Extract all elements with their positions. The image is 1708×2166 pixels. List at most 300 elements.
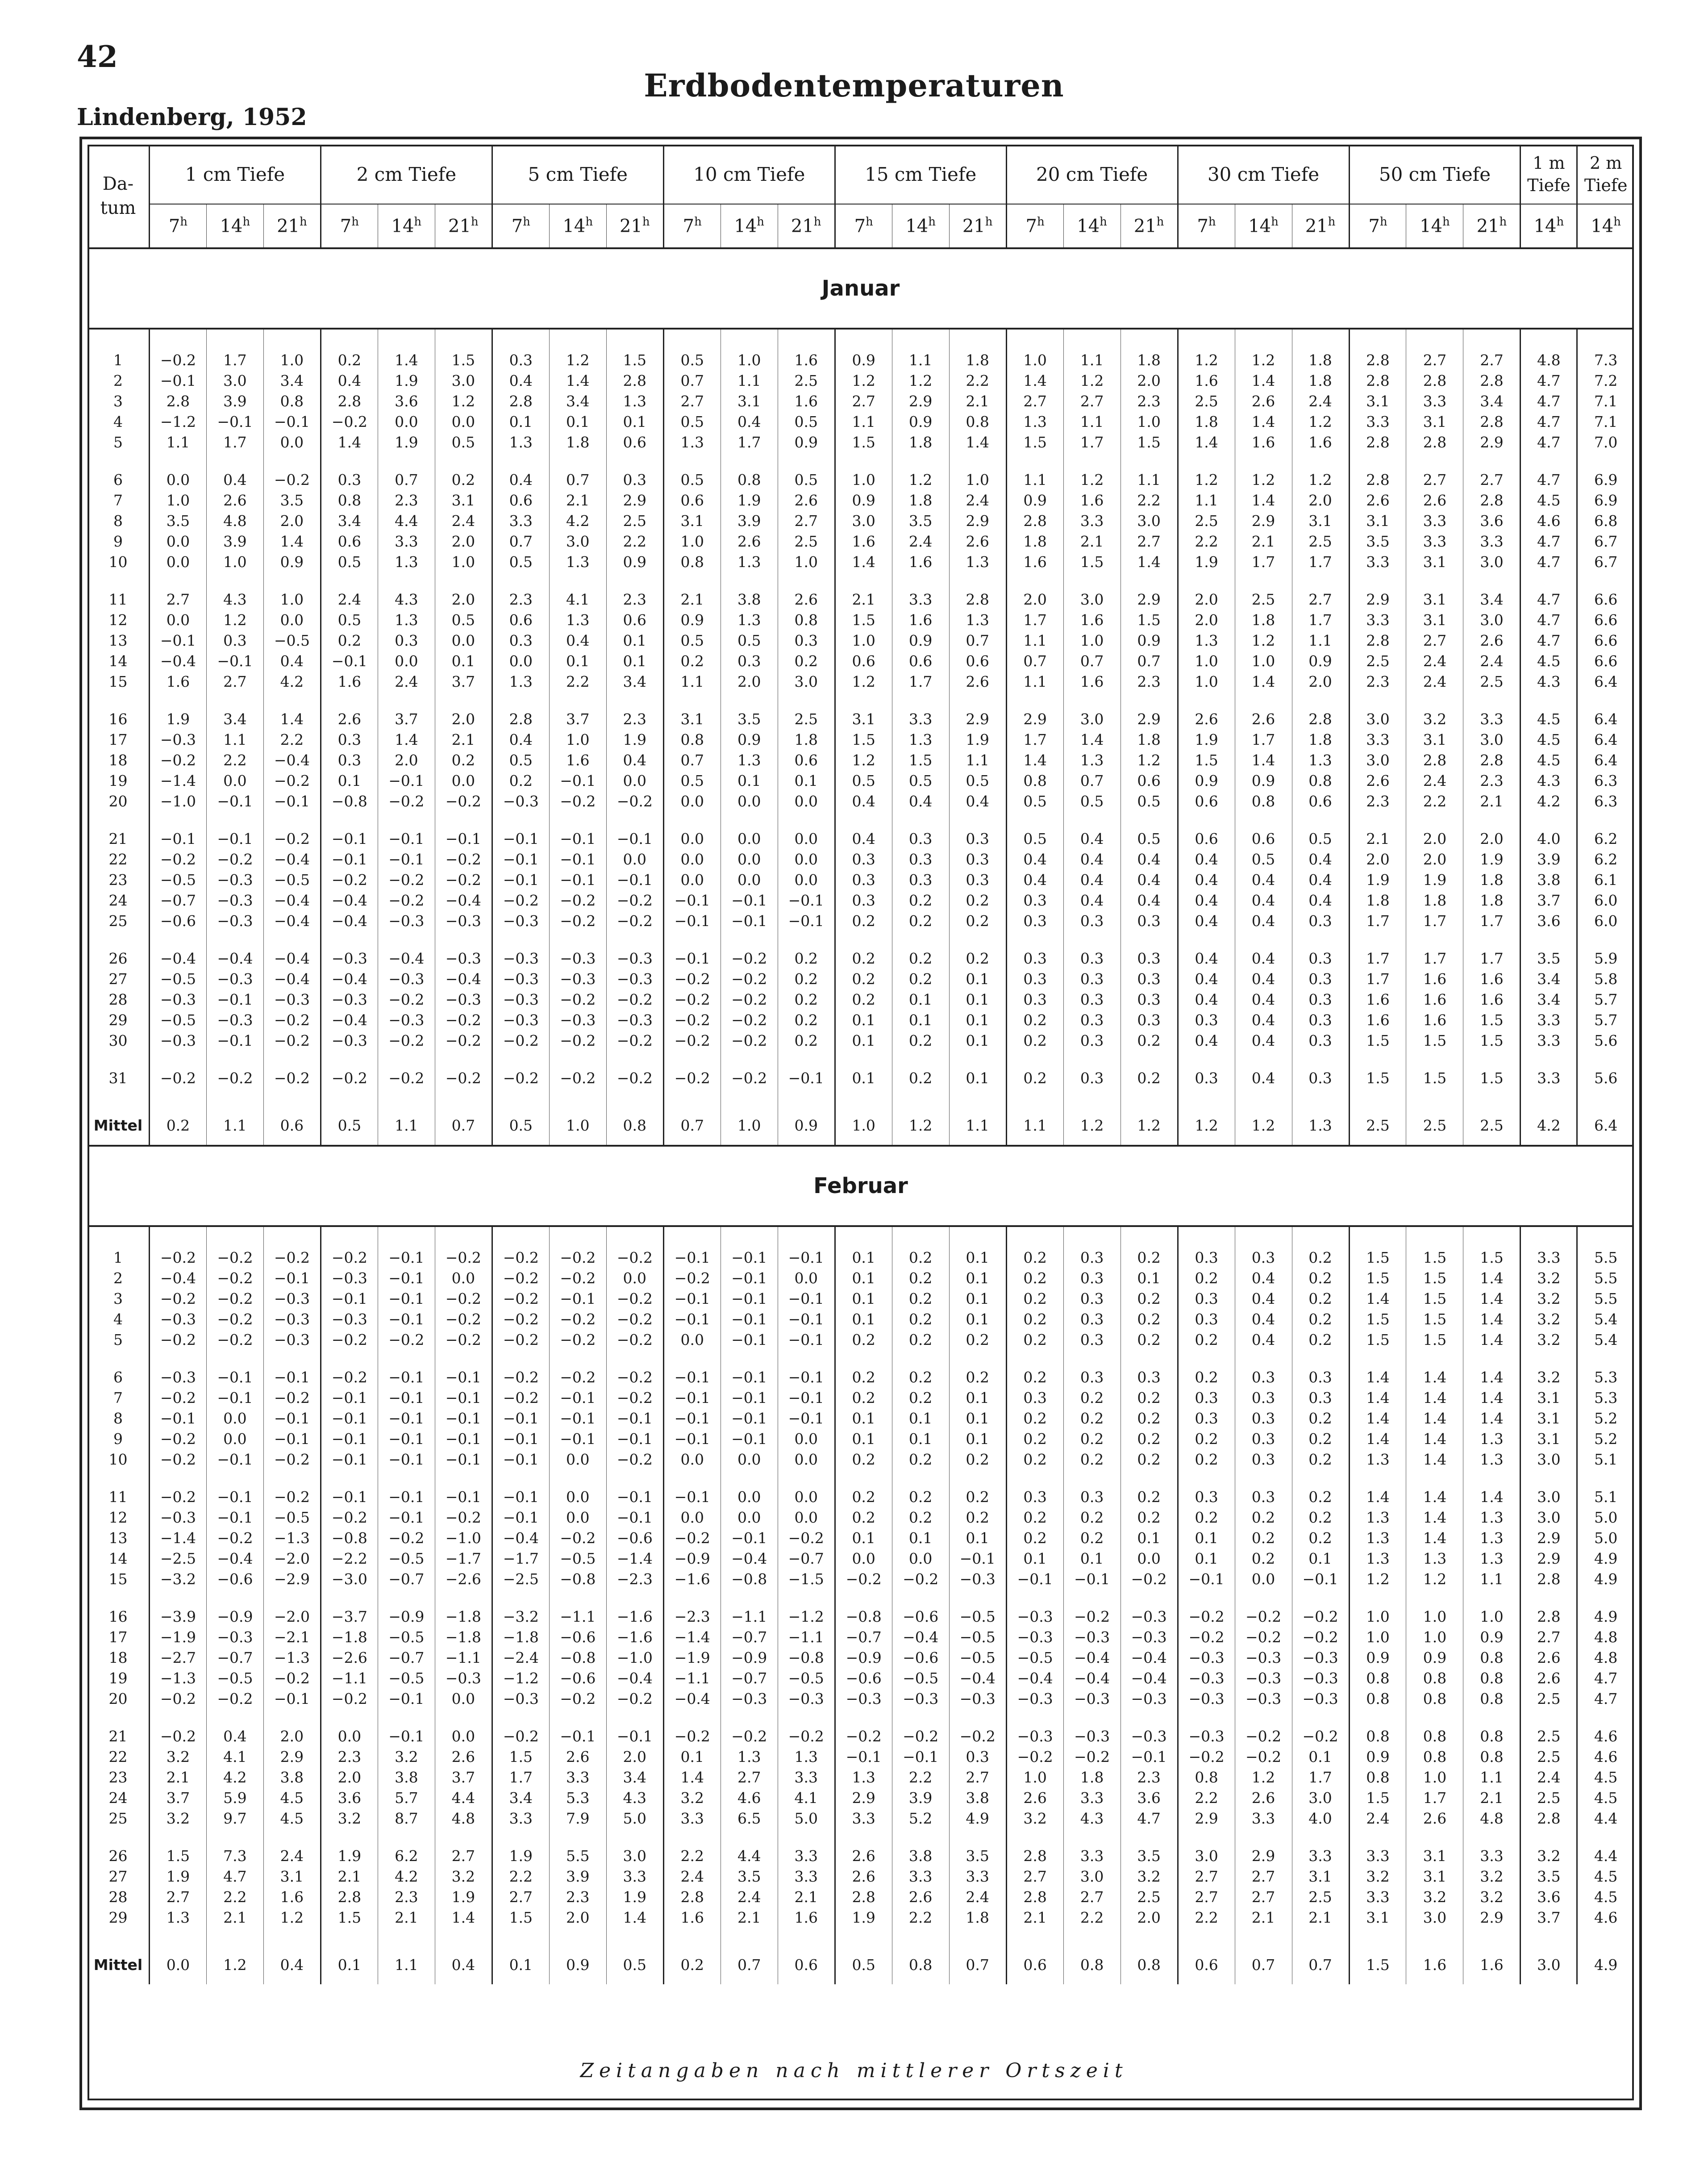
value-cell: −0.1 bbox=[606, 1726, 663, 1747]
value-cell: −0.1 bbox=[321, 849, 378, 870]
value-cell: 0.3 bbox=[892, 870, 949, 890]
gap-cell bbox=[1577, 692, 1634, 709]
value-cell: 3.3 bbox=[663, 1808, 721, 1829]
value-cell: 2.2 bbox=[1178, 1907, 1235, 1928]
value-cell: 1.7 bbox=[1235, 730, 1292, 750]
value-cell: 0.4 bbox=[1178, 948, 1235, 969]
value-cell: 4.7 bbox=[1577, 1668, 1634, 1689]
value-cell: 0.2 bbox=[1292, 1487, 1349, 1507]
spacer-cell bbox=[149, 1226, 206, 1248]
value-cell: −0.1 bbox=[435, 1487, 492, 1507]
value-cell: 1.4 bbox=[1463, 1268, 1521, 1289]
value-cell: −0.2 bbox=[1178, 1627, 1235, 1648]
mittel-value: 1.6 bbox=[1406, 1945, 1463, 1984]
value-cell: −0.1 bbox=[549, 1388, 606, 1408]
value-cell: −0.2 bbox=[1292, 1607, 1349, 1627]
value-cell: −0.1 bbox=[263, 412, 321, 432]
gap-cell bbox=[321, 1470, 378, 1487]
gap-cell bbox=[1521, 1709, 1577, 1726]
value-cell: 0.4 bbox=[492, 371, 549, 391]
value-cell: 0.3 bbox=[1121, 969, 1178, 989]
day-cell: 1 bbox=[113, 1249, 123, 1266]
gap-cell bbox=[949, 1829, 1006, 1846]
value-cell: −0.3 bbox=[435, 948, 492, 969]
mittel-value: 0.8 bbox=[1063, 1945, 1121, 1984]
gap-cell bbox=[721, 692, 778, 709]
value-cell: 0.3 bbox=[606, 470, 663, 490]
value-cell: −0.1 bbox=[778, 1330, 835, 1350]
gap-cell bbox=[663, 572, 721, 589]
value-cell: 0.2 bbox=[1292, 1289, 1349, 1309]
gap-cell bbox=[1577, 1089, 1634, 1106]
mittel-row bbox=[87, 1106, 1634, 1146]
value-cell: −0.4 bbox=[149, 651, 206, 672]
value-cell: 3.3 bbox=[949, 1866, 1006, 1887]
value-cell: 0.3 bbox=[1178, 1289, 1235, 1309]
value-cell: 0.3 bbox=[1235, 1487, 1292, 1507]
value-cell: −1.0 bbox=[435, 1528, 492, 1548]
value-cell: −0.1 bbox=[663, 911, 721, 931]
value-cell: 1.0 bbox=[1178, 672, 1235, 692]
value-cell: 1.4 bbox=[1406, 1507, 1463, 1528]
header-hour: 14$^h$ bbox=[206, 204, 263, 248]
gap-cell bbox=[1121, 1051, 1178, 1068]
value-cell: 0.2 bbox=[1178, 1367, 1235, 1388]
value-cell: 0.2 bbox=[1292, 1507, 1349, 1528]
value-cell: −0.2 bbox=[206, 1248, 263, 1268]
gap-cell bbox=[721, 1590, 778, 1607]
value-cell: 3.1 bbox=[1349, 1907, 1406, 1928]
value-cell: 3.1 bbox=[1292, 1866, 1349, 1887]
value-cell: 0.6 bbox=[321, 531, 378, 552]
value-cell: 2.0 bbox=[1121, 371, 1178, 391]
value-cell: 0.3 bbox=[1235, 1429, 1292, 1449]
value-cell: 2.1 bbox=[1063, 531, 1121, 552]
value-cell: 1.3 bbox=[1349, 1548, 1406, 1569]
gap-cell bbox=[206, 1928, 263, 1945]
value-cell: −0.1 bbox=[378, 1487, 435, 1507]
value-cell: −0.1 bbox=[378, 1408, 435, 1429]
value-cell: 0.1 bbox=[892, 1528, 949, 1548]
value-cell: −2.7 bbox=[149, 1648, 206, 1668]
value-cell: −0.3 bbox=[321, 1309, 378, 1330]
value-cell: 4.6 bbox=[1577, 1907, 1634, 1928]
value-cell: −0.2 bbox=[435, 1507, 492, 1528]
value-cell: 0.0 bbox=[378, 651, 435, 672]
spacer-row bbox=[87, 329, 1634, 350]
value-cell: 4.4 bbox=[1577, 1846, 1634, 1866]
day-cell: 28 bbox=[108, 1888, 128, 1906]
value-cell: 3.4 bbox=[1521, 969, 1577, 989]
gap-cell bbox=[435, 453, 492, 470]
value-cell: 1.9 bbox=[149, 1866, 206, 1887]
value-cell: −0.3 bbox=[206, 870, 263, 890]
value-cell: 0.0 bbox=[721, 1449, 778, 1470]
gap-cell bbox=[835, 1051, 892, 1068]
value-cell: −0.2 bbox=[206, 1330, 263, 1350]
value-cell: 0.2 bbox=[949, 1507, 1006, 1528]
value-cell: −0.1 bbox=[492, 849, 549, 870]
day-cell: 19 bbox=[108, 1669, 128, 1687]
header-hour: 21$^h$ bbox=[1121, 204, 1178, 248]
value-cell: 6.1 bbox=[1577, 870, 1634, 890]
value-cell: 1.6 bbox=[549, 750, 606, 771]
value-cell: 3.3 bbox=[1349, 1846, 1406, 1866]
gap-cell bbox=[435, 1928, 492, 1945]
value-cell: 0.2 bbox=[1121, 1309, 1178, 1330]
value-cell: 2.5 bbox=[1521, 1747, 1577, 1767]
value-cell: −0.1 bbox=[549, 1408, 606, 1429]
value-cell: 3.1 bbox=[1406, 1846, 1463, 1866]
value-cell: 0.1 bbox=[949, 969, 1006, 989]
value-cell: 0.6 bbox=[835, 651, 892, 672]
value-cell: 3.4 bbox=[206, 709, 263, 730]
mittel-value: 0.4 bbox=[435, 1945, 492, 1984]
gap-cell bbox=[835, 692, 892, 709]
value-cell: −0.2 bbox=[435, 1330, 492, 1350]
value-cell: 0.1 bbox=[663, 1747, 721, 1767]
gap-cell bbox=[835, 1590, 892, 1607]
value-cell: 0.2 bbox=[1121, 1408, 1178, 1429]
value-cell: 0.2 bbox=[778, 1010, 835, 1031]
value-cell: −0.2 bbox=[721, 1031, 778, 1051]
value-cell: 3.2 bbox=[1521, 1289, 1577, 1309]
value-cell: 2.2 bbox=[206, 1887, 263, 1907]
gap-cell bbox=[1463, 572, 1521, 589]
value-cell: 3.3 bbox=[1463, 1846, 1521, 1866]
mittel-value: 1.1 bbox=[378, 1945, 435, 1984]
value-cell: 1.7 bbox=[1292, 1767, 1349, 1788]
value-cell: 4.6 bbox=[721, 1788, 778, 1808]
value-cell: 0.5 bbox=[778, 412, 835, 432]
gap-cell bbox=[1349, 1709, 1406, 1726]
value-cell: 0.3 bbox=[835, 870, 892, 890]
day-cell: 25 bbox=[108, 912, 128, 930]
value-cell: 4.6 bbox=[1521, 511, 1577, 531]
value-cell: 3.1 bbox=[1406, 610, 1463, 630]
gap-cell bbox=[1121, 812, 1178, 829]
value-cell: 0.3 bbox=[1178, 1248, 1235, 1268]
value-cell: 4.3 bbox=[206, 589, 263, 610]
spacer-cell bbox=[87, 329, 149, 350]
value-cell: 4.2 bbox=[1521, 791, 1577, 812]
day-cell: 9 bbox=[113, 533, 123, 550]
value-cell: 0.6 bbox=[492, 610, 549, 630]
gap-cell bbox=[1121, 931, 1178, 948]
value-cell: 1.5 bbox=[835, 730, 892, 750]
value-cell: −0.3 bbox=[492, 791, 549, 812]
value-cell: 0.2 bbox=[1178, 1330, 1235, 1350]
value-cell: 2.7 bbox=[492, 1887, 549, 1907]
value-cell: 4.5 bbox=[1521, 709, 1577, 730]
value-cell: −0.9 bbox=[206, 1607, 263, 1627]
value-cell: 0.0 bbox=[606, 771, 663, 791]
value-cell: −0.2 bbox=[149, 1330, 206, 1350]
gap-cell bbox=[1463, 1350, 1521, 1367]
value-cell: 2.4 bbox=[321, 589, 378, 610]
value-cell: 3.1 bbox=[1406, 1866, 1463, 1887]
value-cell: 0.3 bbox=[1235, 1388, 1292, 1408]
value-cell: 3.0 bbox=[1063, 589, 1121, 610]
value-cell: −0.3 bbox=[206, 1010, 263, 1031]
gap-cell bbox=[492, 1928, 549, 1945]
value-cell: 1.4 bbox=[1121, 552, 1178, 572]
spacer-cell bbox=[949, 329, 1006, 350]
value-cell: 2.1 bbox=[1349, 829, 1406, 849]
value-cell: 1.2 bbox=[206, 610, 263, 630]
value-cell: −1.2 bbox=[149, 412, 206, 432]
value-cell: 0.1 bbox=[949, 1388, 1006, 1408]
table-row bbox=[87, 1866, 1634, 1887]
gap-cell bbox=[206, 572, 263, 589]
value-cell: −0.1 bbox=[378, 771, 435, 791]
value-cell: −1.8 bbox=[435, 1627, 492, 1648]
value-cell: −0.2 bbox=[1121, 1569, 1178, 1590]
value-cell: 3.2 bbox=[1521, 1309, 1577, 1330]
value-cell: 1.8 bbox=[949, 1907, 1006, 1928]
value-cell: 2.5 bbox=[606, 511, 663, 531]
value-cell: 2.1 bbox=[1235, 531, 1292, 552]
value-cell: 2.8 bbox=[1406, 371, 1463, 391]
value-cell: −0.3 bbox=[1178, 1689, 1235, 1709]
value-cell: 0.5 bbox=[1235, 849, 1292, 870]
value-cell: −0.4 bbox=[263, 750, 321, 771]
value-cell: 0.2 bbox=[949, 1449, 1006, 1470]
gap-cell bbox=[606, 1590, 663, 1607]
gap-cell bbox=[778, 931, 835, 948]
gap-cell bbox=[492, 692, 549, 709]
value-cell: −0.3 bbox=[492, 911, 549, 931]
value-cell: 2.6 bbox=[1521, 1648, 1577, 1668]
value-cell: 5.0 bbox=[778, 1808, 835, 1829]
value-cell: 0.5 bbox=[1121, 791, 1178, 812]
value-cell: −1.1 bbox=[321, 1668, 378, 1689]
value-cell: 2.7 bbox=[1292, 589, 1349, 610]
header-hour: 21$^h$ bbox=[1463, 204, 1521, 248]
value-cell: −0.3 bbox=[378, 1010, 435, 1031]
value-cell: 2.6 bbox=[892, 1887, 949, 1907]
header-depth-7: 30 cm Tiefe bbox=[1178, 145, 1349, 204]
value-cell: 2.8 bbox=[949, 589, 1006, 610]
gap-cell bbox=[87, 812, 149, 829]
value-cell: 1.6 bbox=[778, 391, 835, 412]
value-cell: 0.3 bbox=[1063, 1330, 1121, 1350]
spacer-cell bbox=[1406, 329, 1463, 350]
gap-cell bbox=[1463, 1089, 1521, 1106]
value-cell: 2.1 bbox=[1463, 791, 1521, 812]
gap-cell bbox=[87, 453, 149, 470]
value-cell: 3.8 bbox=[949, 1788, 1006, 1808]
gap-cell bbox=[263, 931, 321, 948]
value-cell: 0.0 bbox=[778, 1429, 835, 1449]
value-cell: 2.6 bbox=[1178, 709, 1235, 730]
value-cell: 0.4 bbox=[1178, 989, 1235, 1010]
value-cell: 2.6 bbox=[778, 589, 835, 610]
value-cell: 1.2 bbox=[835, 750, 892, 771]
value-cell: −0.3 bbox=[149, 1031, 206, 1051]
table-row bbox=[87, 1449, 1634, 1470]
value-cell: 2.9 bbox=[1521, 1548, 1577, 1569]
value-cell: 0.2 bbox=[1178, 1268, 1235, 1289]
table-row bbox=[87, 791, 1634, 812]
gap-cell bbox=[149, 1350, 206, 1367]
value-cell: −0.2 bbox=[606, 1449, 663, 1470]
value-cell: 0.0 bbox=[435, 771, 492, 791]
value-cell: 2.6 bbox=[1235, 709, 1292, 730]
value-cell: 1.5 bbox=[1406, 1289, 1463, 1309]
gap-cell bbox=[263, 1590, 321, 1607]
value-cell: 3.0 bbox=[1463, 610, 1521, 630]
value-cell: 1.6 bbox=[778, 350, 835, 371]
value-cell: 2.7 bbox=[1063, 1887, 1121, 1907]
value-cell: 0.0 bbox=[778, 849, 835, 870]
value-cell: −0.3 bbox=[1121, 1726, 1178, 1747]
value-cell: 0.5 bbox=[321, 610, 378, 630]
mittel-value: 1.1 bbox=[1006, 1106, 1063, 1146]
value-cell: −0.2 bbox=[435, 1248, 492, 1268]
value-cell: 1.5 bbox=[1406, 1268, 1463, 1289]
spacer-cell bbox=[263, 1226, 321, 1248]
value-cell: 1.6 bbox=[778, 1907, 835, 1928]
value-cell: 0.9 bbox=[835, 350, 892, 371]
value-cell: 1.7 bbox=[1006, 730, 1063, 750]
value-cell: 1.7 bbox=[892, 672, 949, 692]
value-cell: 1.2 bbox=[1063, 371, 1121, 391]
value-cell: −0.2 bbox=[492, 1309, 549, 1330]
value-cell: 4.1 bbox=[549, 589, 606, 610]
value-cell: 4.3 bbox=[1063, 1808, 1121, 1829]
gap-cell bbox=[1292, 692, 1349, 709]
value-cell: 1.4 bbox=[663, 1767, 721, 1788]
value-cell: −0.1 bbox=[378, 1289, 435, 1309]
value-cell: 1.5 bbox=[1006, 432, 1063, 453]
value-cell: 1.0 bbox=[1406, 1627, 1463, 1648]
value-cell: 3.3 bbox=[892, 709, 949, 730]
table-row bbox=[87, 1268, 1634, 1289]
value-cell: 0.0 bbox=[263, 610, 321, 630]
value-cell: −0.3 bbox=[606, 1010, 663, 1031]
value-cell: −0.2 bbox=[606, 1309, 663, 1330]
mittel-value: 1.5 bbox=[1349, 1945, 1406, 1984]
value-cell: 1.8 bbox=[1406, 890, 1463, 911]
value-cell: 5.0 bbox=[1577, 1507, 1634, 1528]
value-cell: −0.1 bbox=[206, 1367, 263, 1388]
gap-cell bbox=[435, 1051, 492, 1068]
value-cell: 0.6 bbox=[1235, 829, 1292, 849]
value-cell: −0.2 bbox=[1063, 1747, 1121, 1767]
value-cell: 3.2 bbox=[435, 1866, 492, 1887]
gap-cell bbox=[549, 812, 606, 829]
value-cell: −0.1 bbox=[321, 829, 378, 849]
value-cell: 3.9 bbox=[1521, 849, 1577, 870]
hour-header-row bbox=[87, 204, 1634, 248]
value-cell: −0.2 bbox=[435, 1010, 492, 1031]
value-cell: −0.7 bbox=[206, 1648, 263, 1668]
value-cell: 0.4 bbox=[1235, 911, 1292, 931]
mittel-value: 2.5 bbox=[1406, 1106, 1463, 1146]
value-cell: −0.3 bbox=[149, 989, 206, 1010]
value-cell: 0.1 bbox=[606, 651, 663, 672]
value-cell: 0.0 bbox=[778, 870, 835, 890]
header-depth-6: 20 cm Tiefe bbox=[1006, 145, 1178, 204]
value-cell: −0.1 bbox=[549, 1726, 606, 1747]
mittel-value: 1.2 bbox=[892, 1106, 949, 1146]
value-cell: 3.4 bbox=[606, 1767, 663, 1788]
gap-cell bbox=[321, 812, 378, 829]
value-cell: 1.3 bbox=[721, 1747, 778, 1767]
value-cell: −0.1 bbox=[206, 1507, 263, 1528]
gap-cell bbox=[778, 1829, 835, 1846]
value-cell: 0.0 bbox=[778, 829, 835, 849]
value-cell: −0.1 bbox=[721, 1408, 778, 1429]
value-cell: 1.3 bbox=[1406, 1548, 1463, 1569]
day-cell: 6 bbox=[113, 1369, 123, 1386]
value-cell: 2.7 bbox=[1406, 630, 1463, 651]
value-cell: 2.7 bbox=[149, 1887, 206, 1907]
gap-cell bbox=[1406, 931, 1463, 948]
value-cell: 1.2 bbox=[1178, 350, 1235, 371]
gap-cell bbox=[1406, 1590, 1463, 1607]
gap-cell bbox=[892, 1709, 949, 1726]
value-cell: −0.1 bbox=[721, 1367, 778, 1388]
value-cell: 0.3 bbox=[1235, 1449, 1292, 1470]
value-cell: −0.1 bbox=[492, 1487, 549, 1507]
value-cell: −0.3 bbox=[1006, 1627, 1063, 1648]
value-cell: 1.3 bbox=[1349, 1449, 1406, 1470]
value-cell: −0.8 bbox=[321, 791, 378, 812]
value-cell: 1.8 bbox=[549, 432, 606, 453]
day-cell: 17 bbox=[108, 1628, 128, 1646]
day-cell: 8 bbox=[113, 1410, 123, 1427]
value-cell: 1.6 bbox=[892, 610, 949, 630]
value-cell: −0.4 bbox=[321, 969, 378, 989]
value-cell: −0.3 bbox=[549, 948, 606, 969]
value-cell: 0.3 bbox=[892, 829, 949, 849]
value-cell: 1.4 bbox=[549, 371, 606, 391]
gap-cell bbox=[378, 1470, 435, 1487]
value-cell: 1.9 bbox=[492, 1846, 549, 1866]
gap-cell bbox=[606, 572, 663, 589]
value-cell: 3.5 bbox=[721, 1866, 778, 1887]
header-hour: 7$^h$ bbox=[321, 204, 378, 248]
value-cell: 3.9 bbox=[206, 391, 263, 412]
value-cell: 0.2 bbox=[1235, 1528, 1292, 1548]
value-cell: 5.7 bbox=[1577, 1010, 1634, 1031]
value-cell: −0.2 bbox=[263, 1487, 321, 1507]
value-cell: 0.2 bbox=[1292, 1429, 1349, 1449]
gap-cell bbox=[1178, 1590, 1235, 1607]
gap-cell bbox=[892, 1829, 949, 1846]
value-cell: 1.5 bbox=[1121, 610, 1178, 630]
mittel-value: 1.2 bbox=[1235, 1106, 1292, 1146]
value-cell: −0.2 bbox=[149, 1068, 206, 1089]
value-cell: 2.7 bbox=[1063, 391, 1121, 412]
value-cell: 1.7 bbox=[1292, 610, 1349, 630]
value-cell: 1.0 bbox=[206, 552, 263, 572]
table-row bbox=[87, 1767, 1634, 1788]
gap-cell bbox=[378, 1829, 435, 1846]
gap-cell bbox=[1235, 931, 1292, 948]
gap-cell bbox=[1063, 931, 1121, 948]
spacer-cell bbox=[435, 1226, 492, 1248]
value-cell: 2.7 bbox=[149, 589, 206, 610]
value-cell: −0.1 bbox=[778, 1309, 835, 1330]
value-cell: 2.0 bbox=[1463, 829, 1521, 849]
value-cell: 2.5 bbox=[1292, 531, 1349, 552]
value-cell: 0.3 bbox=[1006, 948, 1063, 969]
gap-cell bbox=[778, 1350, 835, 1367]
value-cell: 3.5 bbox=[721, 709, 778, 730]
